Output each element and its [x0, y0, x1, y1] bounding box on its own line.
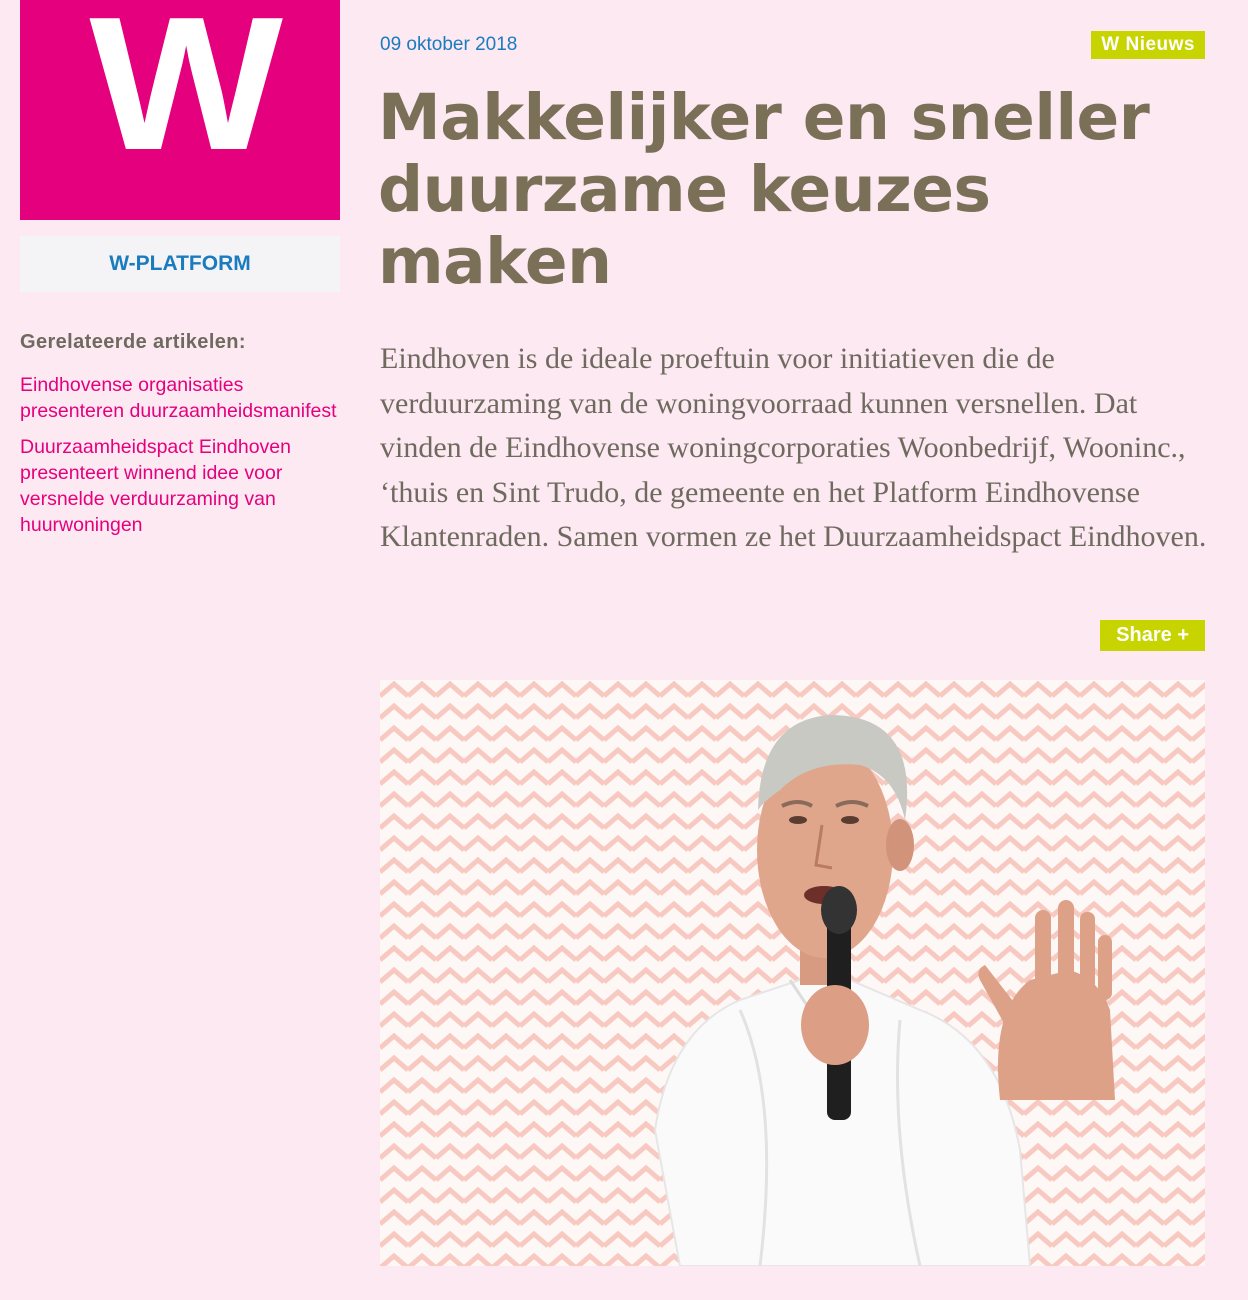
list-item: [20, 372, 350, 424]
related-articles-list: [20, 372, 350, 548]
brand-logo[interactable]: [20, 0, 340, 220]
category-tag[interactable]: W Nieuws: [1091, 31, 1205, 59]
logo-letter: W: [89, 0, 271, 190]
share-button[interactable]: Share +: [1100, 620, 1205, 651]
related-articles-heading: Gerelateerde artikelen:: [20, 331, 246, 353]
related-article-link[interactable]: Duurzaamheidspact Eindhoven presenteert winnend idee voor versnelde verduurzaming van huurwoningen: [20, 436, 292, 536]
article-intro: Eindhoven is de ideale proeftuin voor initiatieven die de verduurzaming van de woningvoorraad kunnen versnellen. Dat vinden de Eindhovense woningcorporaties Woonbedrijf, Wooninc., ‘thuis en Sint Trudo, de gemeente en het Platform Eindhovense Klantenraden. Samen vormen ze het Duurzaamheidspact Eindhoven.: [380, 342, 1207, 553]
article-headline: Makkelijker en sneller duurzame keuzes maken: [378, 81, 1150, 298]
hero-photo: [380, 680, 1205, 1266]
related-article-link[interactable]: Eindhovense organisaties presenteren duurzaamheidsmanifest: [20, 374, 337, 422]
w-platform-button[interactable]: W-PLATFORM: [20, 236, 340, 292]
list-item: [20, 434, 350, 538]
article-date: 09 oktober 2018: [380, 34, 518, 55]
